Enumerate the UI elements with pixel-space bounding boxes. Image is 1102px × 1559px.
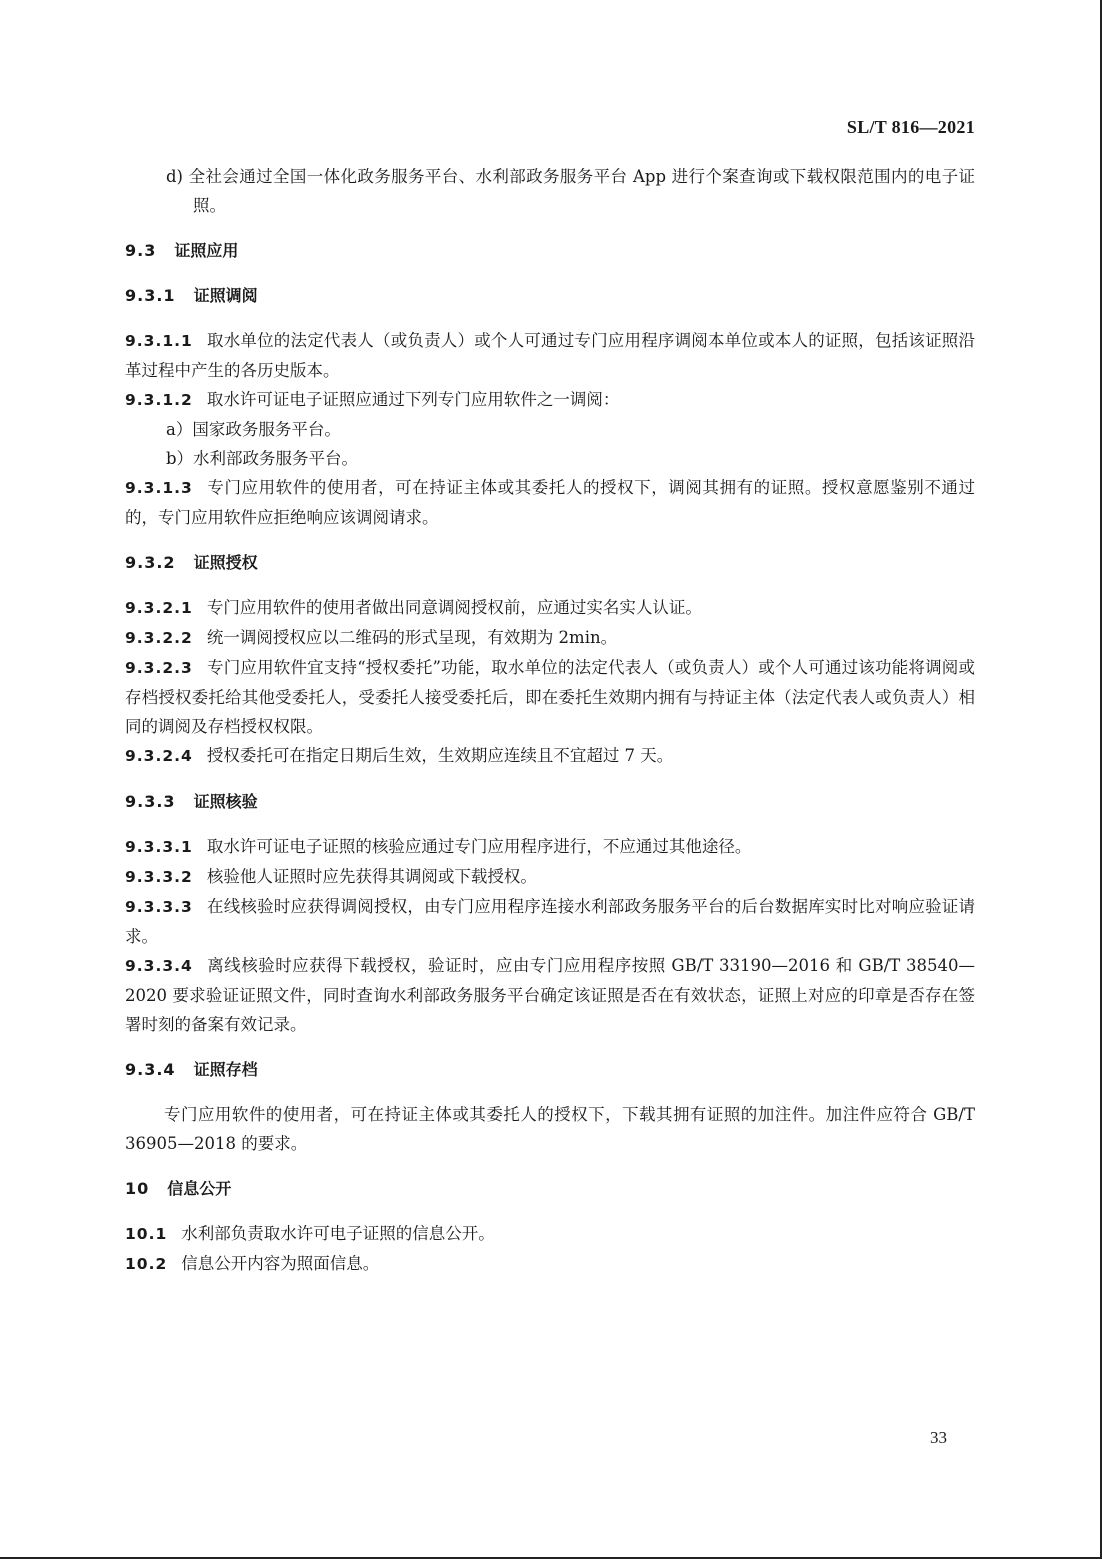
clause-9-3-3-4 [125, 951, 975, 1039]
clause-number: 9.3.1.3 [125, 479, 193, 497]
page-number: 33 [930, 1428, 947, 1447]
list-label: d) [166, 167, 183, 186]
subsection-title: 证照核验 [193, 792, 258, 811]
clause-number: 9.3.2.2 [125, 629, 193, 647]
subsection-heading-9-3-4 [125, 1055, 975, 1084]
clause-10-1 [125, 1219, 975, 1249]
clause-number: 10.2 [125, 1255, 168, 1273]
section-heading-9-3 [125, 236, 975, 265]
clause-text: 专门应用软件的使用者，可在持证主体或其委托人的授权下，调阅其拥有的证照。授权意愿鉴别不通过的，专门应用软件应拒绝响应该调阅请求。 [125, 478, 975, 527]
chapter-title: 信息公开 [167, 1179, 232, 1198]
subsection-number: 9.3.2 [125, 553, 176, 572]
clause-number: 9.3.3.3 [125, 898, 193, 916]
subsection-title: 证照存档 [193, 1060, 258, 1079]
clause-9-3-3-3 [125, 892, 975, 951]
list-text: 全社会通过全国一体化政务服务平台、水利部政务服务平台 App 进行个案查询或下载权限范围内的电子证照。 [188, 167, 975, 215]
clause-number: 9.3.2.3 [125, 659, 193, 677]
clause-number: 9.3.3.1 [125, 838, 193, 856]
clause-number: 9.3.2.1 [125, 599, 193, 617]
chapter-number: 10 [125, 1179, 150, 1198]
clause-text: 授权委托可在指定日期后生效，生效期应连续且不宜超过 7 天。 [206, 746, 674, 765]
clause-text: 取水许可证电子证照的核验应通过专门应用程序进行，不应通过其他途径。 [206, 837, 752, 856]
subsection-heading-9-3-2 [125, 548, 975, 577]
standard-code: SL/T 816—2021 [846, 117, 975, 137]
subsection-heading-9-3-3 [125, 787, 975, 816]
clause-9-3-2-2 [125, 623, 975, 653]
subsection-heading-9-3-1 [125, 281, 975, 310]
clause-text: 信息公开内容为照面信息。 [181, 1254, 380, 1273]
list-item-d [125, 162, 975, 220]
chapter-heading-10 [125, 1174, 975, 1203]
subsection-number: 9.3.3 [125, 792, 176, 811]
clause-9-3-3-2 [125, 862, 975, 892]
clause-number: 9.3.2.4 [125, 747, 193, 765]
clause-number: 9.3.3.4 [125, 957, 193, 975]
clause-number: 9.3.3.2 [125, 868, 193, 886]
clause-text: 水利部负责取水许可电子证照的信息公开。 [181, 1224, 495, 1243]
subsection-title: 证照授权 [193, 553, 258, 572]
section-title: 证照应用 [174, 241, 239, 260]
clause-9-3-1-3 [125, 473, 975, 532]
clause-9-3-2-3 [125, 653, 975, 741]
clause-text: 专门应用软件的使用者做出同意调阅授权前，应通过实名实人认证。 [206, 598, 702, 617]
list-item-a: a）国家政务服务平台。 [166, 420, 341, 439]
clause-number: 9.3.1.2 [125, 391, 193, 409]
clause-text: 专门应用软件宜支持“授权委托”功能，取水单位的法定代表人（或负责人）或个人可通过该功能将调阅或存档授权委托给其他受委托人，受委托人接受委托后，即在委托生效期内拥有与持证主体（法定代表人或负责人）相同的调阅及存档授权权限。 [125, 658, 975, 736]
paragraph-9-3-4: 专门应用软件的使用者，可在持证主体或其委托人的授权下，下载其拥有证照的加注件。加注件应符合 GB/T 36905—2018 的要求。 [125, 1105, 975, 1153]
clause-text: 在线核验时应获得调阅授权，由专门应用程序连接水利部政务服务平台的后台数据库实时比对响应验证请求。 [125, 897, 975, 946]
clause-text: 核验他人证照时应先获得其调阅或下载授权。 [206, 867, 537, 886]
clause-10-2 [125, 1249, 975, 1279]
subsection-number: 9.3.1 [125, 286, 176, 305]
clause-number: 10.1 [125, 1225, 168, 1243]
subsection-number: 9.3.4 [125, 1060, 176, 1079]
list-item-b: b）水利部政务服务平台。 [166, 449, 359, 468]
clause-9-3-1-1 [125, 326, 975, 385]
clause-number: 9.3.1.1 [125, 332, 193, 350]
clause-9-3-3-1 [125, 832, 975, 862]
clause-text: 离线核验时应获得下载授权，验证时，应由专门应用程序按照 GB/T 33190—2016 和 GB/T 38540—2020 要求验证证照文件，同时查询水利部政务服务平台确定该证照是否在有效状态，证照上对应的印章是否存在签署时刻的备案有效记录。 [125, 956, 975, 1034]
subsection-title: 证照调阅 [193, 286, 258, 305]
clause-9-3-1-2 [125, 385, 975, 415]
clause-text: 取水单位的法定代表人（或负责人）或个人可通过专门应用程序调阅本单位或本人的证照，包括该证照沿革过程中产生的各历史版本。 [125, 331, 975, 380]
clause-9-3-2-4 [125, 741, 975, 771]
document-body [125, 162, 975, 1279]
section-number: 9.3 [125, 241, 157, 260]
clause-9-3-2-1 [125, 593, 975, 623]
clause-text: 取水许可证电子证照应通过下列专门应用软件之一调阅： [206, 390, 620, 409]
clause-text: 统一调阅授权应以二维码的形式呈现，有效期为 2min。 [206, 628, 618, 647]
